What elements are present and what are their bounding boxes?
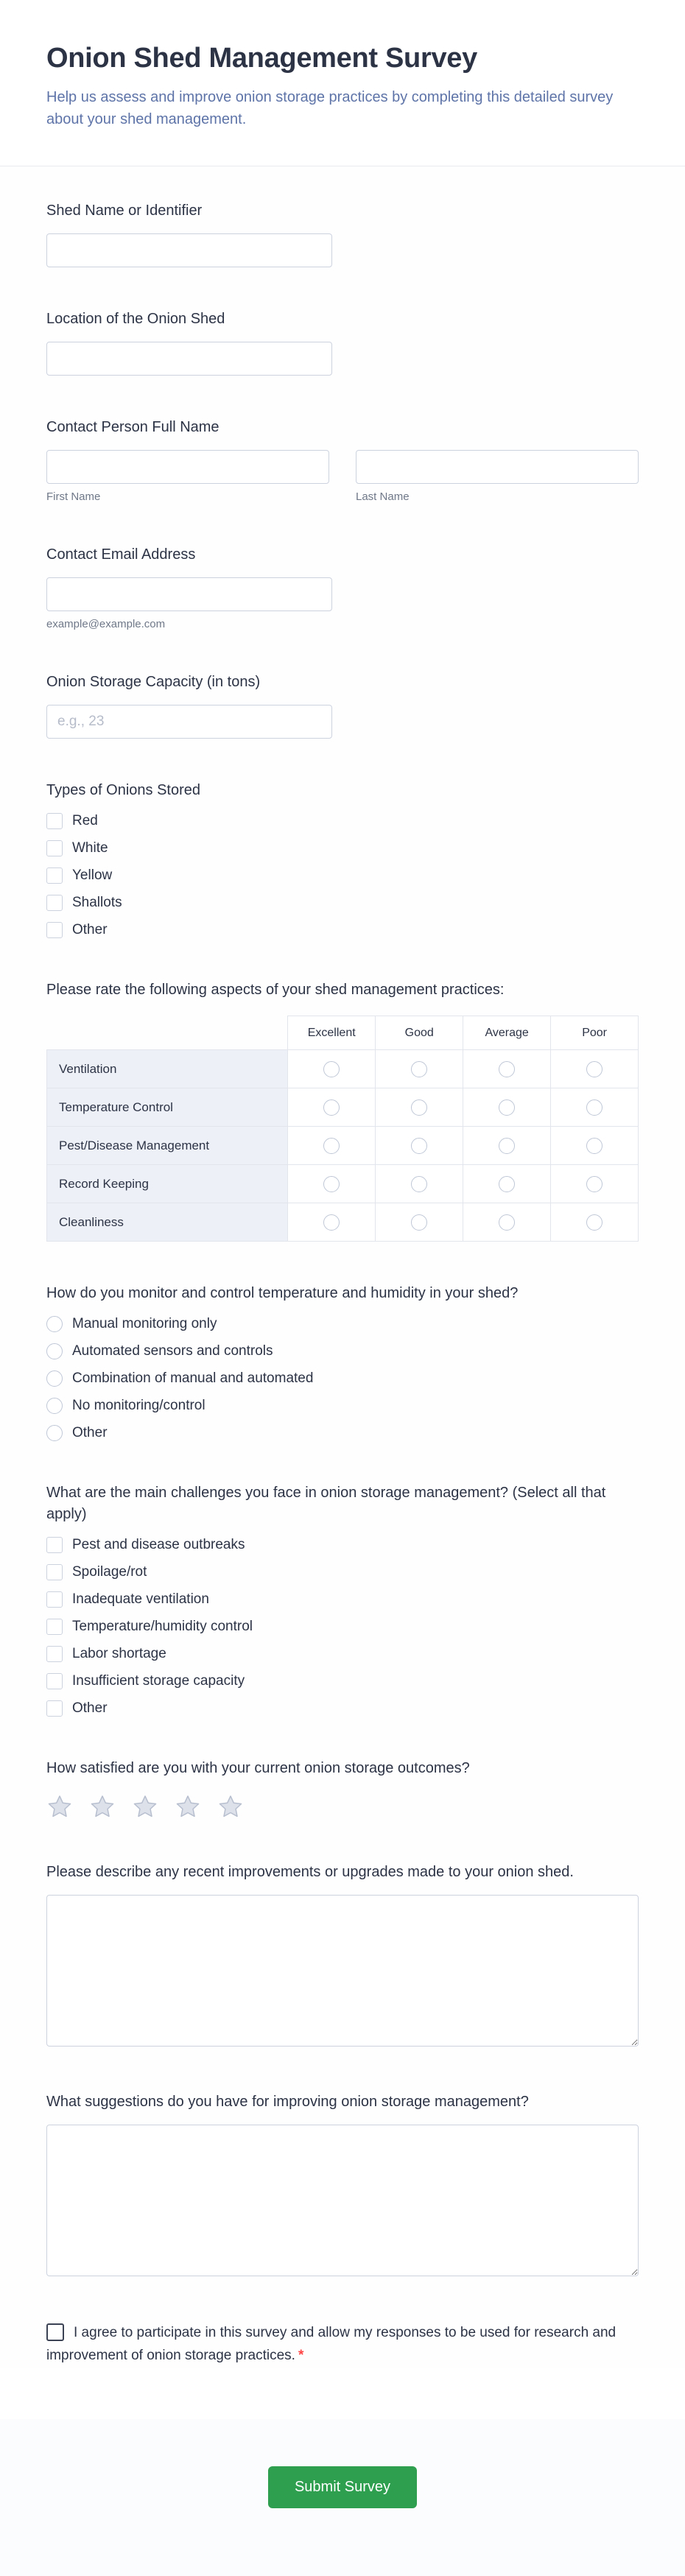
- question-label: Contact Email Address: [46, 546, 196, 563]
- suggestions-textarea[interactable]: [46, 2125, 639, 2276]
- question-label: Location of the Onion Shed: [46, 311, 225, 327]
- question-label: What are the main challenges you face in onion storage management? (Select all that apply): [46, 1485, 606, 1522]
- email-sublabel: example@example.com: [46, 618, 166, 630]
- question-rating-matrix: [46, 979, 639, 1242]
- form-subtitle: Help us assess and improve onion storage practices by completing this detailed survey about your shed management.: [46, 89, 614, 127]
- option-label: Inadequate ventilation: [72, 1591, 209, 1607]
- star-icon[interactable]: [175, 1794, 201, 1820]
- matrix-radio-temperature-poor[interactable]: [586, 1099, 603, 1116]
- required-asterisk: *: [298, 2348, 304, 2364]
- matrix-row-label: Cleanliness: [47, 1203, 288, 1242]
- matrix-radio-records-good[interactable]: [411, 1176, 427, 1192]
- email-input[interactable]: [46, 577, 332, 611]
- question-label: Please rate the following aspects of your shed management practices:: [46, 982, 505, 998]
- question-contact-name: [46, 417, 639, 503]
- matrix-column-header: Excellent: [288, 1016, 376, 1050]
- option-label: No monitoring/control: [72, 1398, 206, 1413]
- matrix-column-header: Good: [376, 1016, 463, 1050]
- checkbox-red[interactable]: [46, 813, 63, 829]
- star-icon[interactable]: [132, 1794, 158, 1820]
- shed-name-input[interactable]: [46, 233, 332, 267]
- radio-no-monitoring[interactable]: [46, 1398, 63, 1414]
- last-name-column: [356, 450, 639, 503]
- checkbox-option: [46, 868, 639, 884]
- checkbox-option: [46, 895, 639, 911]
- agreement-label: [46, 2325, 616, 2363]
- question-label: Contact Person Full Name: [46, 419, 219, 435]
- first-name-sublabel: First Name: [46, 490, 101, 503]
- question-improvements: [46, 1862, 639, 2050]
- matrix-header-row: [47, 1016, 639, 1050]
- matrix-column-header: Poor: [551, 1016, 639, 1050]
- matrix-row: [47, 1203, 639, 1242]
- radio-other-monitoring[interactable]: [46, 1425, 63, 1441]
- submit-button[interactable]: Submit Survey: [268, 2466, 417, 2508]
- radio-option: [46, 1316, 639, 1332]
- question-satisfaction: [46, 1758, 639, 1820]
- checkbox-labor[interactable]: [46, 1646, 63, 1662]
- matrix-column-header: Average: [463, 1016, 551, 1050]
- option-label: Labor shortage: [72, 1646, 166, 1661]
- matrix-row-label: Ventilation: [47, 1050, 288, 1088]
- checkbox-option: [46, 840, 639, 856]
- option-label: Manual monitoring only: [72, 1316, 217, 1331]
- matrix-radio-temperature-excellent[interactable]: [323, 1099, 340, 1116]
- checkbox-other-type[interactable]: [46, 922, 63, 938]
- option-label: Automated sensors and controls: [72, 1343, 273, 1359]
- matrix-radio-ventilation-poor[interactable]: [586, 1061, 603, 1077]
- question-capacity: [46, 672, 639, 739]
- question-label: How do you monitor and control temperature and humidity in your shed?: [46, 1285, 519, 1301]
- radio-option: [46, 1425, 639, 1441]
- checkbox-option: [46, 1564, 639, 1580]
- option-label: White: [72, 840, 108, 856]
- rating-matrix-table: [46, 1016, 639, 1242]
- monitoring-options: [46, 1316, 639, 1441]
- matrix-radio-records-excellent[interactable]: [323, 1176, 340, 1192]
- option-label: Red: [72, 813, 98, 828]
- form-body: [0, 166, 685, 2368]
- checkbox-option: [46, 1646, 639, 1662]
- question-shed-name: [46, 200, 639, 267]
- matrix-radio-records-poor[interactable]: [586, 1176, 603, 1192]
- matrix-row: [47, 1050, 639, 1088]
- option-label: Yellow: [72, 868, 113, 883]
- capacity-input[interactable]: [46, 705, 332, 739]
- first-name-column: [46, 450, 329, 503]
- checkbox-other-challenge[interactable]: [46, 1700, 63, 1717]
- form-title: Onion Shed Management Survey: [46, 43, 477, 74]
- checkbox-option: [46, 1619, 639, 1635]
- radio-option: [46, 1343, 639, 1359]
- question-label: Please describe any recent improvements or upgrades made to your onion shed.: [46, 1864, 574, 1880]
- question-onion-types: [46, 780, 639, 938]
- checkbox-capacity[interactable]: [46, 1673, 63, 1689]
- checkbox-shallots[interactable]: [46, 895, 63, 911]
- last-name-input[interactable]: [356, 450, 639, 484]
- form-footer: [0, 2419, 685, 2576]
- question-label: Shed Name or Identifier: [46, 203, 203, 219]
- matrix-radio-temperature-good[interactable]: [411, 1099, 427, 1116]
- matrix-row: [47, 1127, 639, 1165]
- matrix-row-label: Temperature Control: [47, 1088, 288, 1127]
- option-label: Shallots: [72, 895, 122, 910]
- improvements-textarea[interactable]: [46, 1895, 639, 2047]
- checkbox-option: [46, 813, 639, 829]
- checkbox-option: [46, 922, 639, 938]
- last-name-sublabel: Last Name: [356, 490, 410, 503]
- star-icon[interactable]: [217, 1794, 244, 1820]
- matrix-radio-pest-good[interactable]: [411, 1138, 427, 1154]
- matrix-row: [47, 1165, 639, 1203]
- first-name-input[interactable]: [46, 450, 329, 484]
- checkbox-ventilation[interactable]: [46, 1591, 63, 1608]
- question-email: [46, 544, 639, 630]
- matrix-radio-records-average[interactable]: [499, 1176, 515, 1192]
- star-icon[interactable]: [89, 1794, 116, 1820]
- question-monitoring: [46, 1283, 639, 1441]
- matrix-radio-ventilation-excellent[interactable]: [323, 1061, 340, 1077]
- matrix-radio-pest-excellent[interactable]: [323, 1138, 340, 1154]
- question-label: How satisfied are you with your current onion storage outcomes?: [46, 1760, 470, 1776]
- option-label: Temperature/humidity control: [72, 1619, 253, 1634]
- checkbox-spoilage[interactable]: [46, 1564, 63, 1580]
- question-label: Onion Storage Capacity (in tons): [46, 674, 261, 690]
- checkbox-option: [46, 1673, 639, 1689]
- form-header: [0, 0, 685, 166]
- challenges-options: [46, 1537, 639, 1717]
- option-label: Other: [72, 1425, 108, 1440]
- matrix-radio-pest-poor[interactable]: [586, 1138, 603, 1154]
- checkbox-white[interactable]: [46, 840, 63, 856]
- radio-option: [46, 1398, 639, 1414]
- onion-types-options: [46, 813, 639, 938]
- matrix-corner-cell: [47, 1016, 288, 1050]
- question-location: [46, 309, 639, 376]
- matrix-radio-cleanliness-average[interactable]: [499, 1214, 515, 1231]
- option-label: Insufficient storage capacity: [72, 1673, 245, 1689]
- star-icon[interactable]: [46, 1794, 73, 1820]
- checkbox-option: [46, 1591, 639, 1608]
- option-label: Pest and disease outbreaks: [72, 1537, 245, 1552]
- matrix-row-label: Pest/Disease Management: [47, 1127, 288, 1165]
- question-label: Types of Onions Stored: [46, 782, 201, 798]
- option-label: Other: [72, 1700, 108, 1716]
- matrix-radio-ventilation-average[interactable]: [499, 1061, 515, 1077]
- option-label: Other: [72, 922, 108, 937]
- matrix-radio-cleanliness-good[interactable]: [411, 1214, 427, 1231]
- question-label: What suggestions do you have for improving onion storage management?: [46, 2094, 529, 2110]
- checkbox-option: [46, 1537, 639, 1553]
- question-agreement: [46, 2321, 639, 2368]
- option-label: Spoilage/rot: [72, 1564, 147, 1580]
- question-suggestions: [46, 2091, 639, 2280]
- agreement-text: I agree to participate in this survey and allow my responses to be used for research and improvement of onion storage practices.: [46, 2325, 616, 2364]
- checkbox-pests[interactable]: [46, 1537, 63, 1553]
- radio-automated[interactable]: [46, 1343, 63, 1359]
- checkbox-temperature[interactable]: [46, 1619, 63, 1635]
- radio-manual-only[interactable]: [46, 1316, 63, 1332]
- question-challenges: [46, 1482, 639, 1717]
- option-label: Combination of manual and automated: [72, 1370, 314, 1386]
- location-input[interactable]: [46, 342, 332, 376]
- matrix-radio-cleanliness-excellent[interactable]: [323, 1214, 340, 1231]
- checkbox-option: [46, 1700, 639, 1717]
- matrix-row-label: Record Keeping: [47, 1165, 288, 1203]
- name-fields-row: [46, 450, 639, 503]
- star-rating: [46, 1794, 639, 1820]
- checkbox-yellow[interactable]: [46, 868, 63, 884]
- radio-option: [46, 1370, 639, 1387]
- matrix-radio-temperature-average[interactable]: [499, 1099, 515, 1116]
- matrix-radio-pest-average[interactable]: [499, 1138, 515, 1154]
- matrix-radio-cleanliness-poor[interactable]: [586, 1214, 603, 1231]
- agreement-checkbox[interactable]: [46, 2323, 64, 2341]
- matrix-radio-ventilation-good[interactable]: [411, 1061, 427, 1077]
- matrix-row: [47, 1088, 639, 1127]
- radio-combination[interactable]: [46, 1370, 63, 1387]
